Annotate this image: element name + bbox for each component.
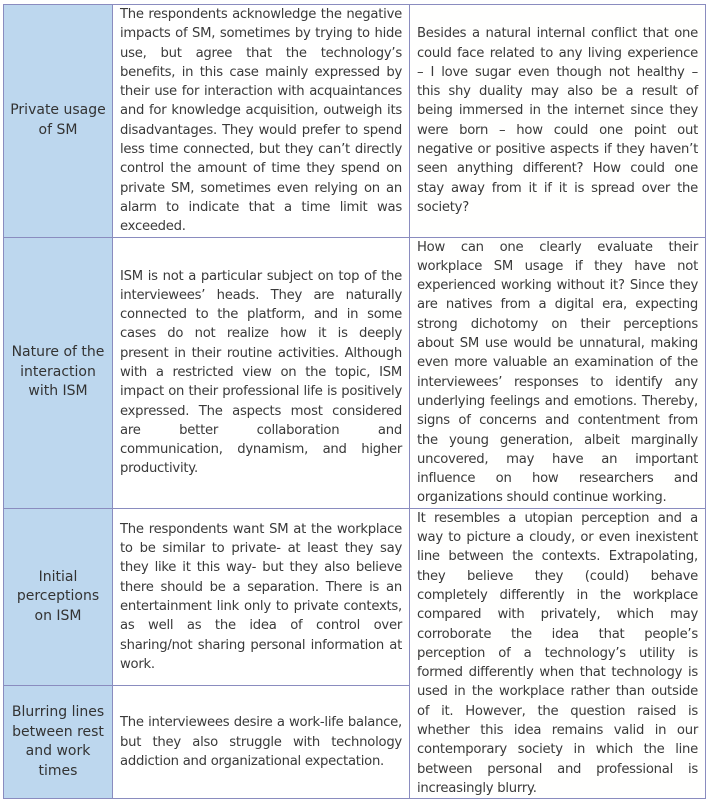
theme-cell: Private usage of SM [4,5,113,238]
reflection-cell: It resembles a utopian perception and a way to picture a cloudy, or even inexistent line between the contexts. Extrapolating, they believe they (could) behave completely differently in the workplace compared with privately, which may corroborate the idea that people’s perception of a technology’s utility is formed differently when that technology is used in the workplace rather than outside of it. However, the question raised is whether this idea remains valid in our contemporary society in which the line between personal and professional is increasingly blurry. [410,508,706,798]
description-cell: The interviewees desire a work-life balance, but they also struggle with technology addiction and organizational expectation. [113,686,410,799]
description-cell: ISM is not a particular subject on top of the interviewees’ heads. They are naturally connected to the platform, and in some cases do not realize how it is deeply present in their routine activities. Although with a restricted view on the topic, ISM impact on their professional life is positively expressed. The aspects most considered are better collaboration and communication, dynamism, and higher productivity. [113,237,410,508]
reflection-cell: Besides a natural internal conflict that one could face related to any living experience – I love sugar even though not healthy – this shy duality may also be a result of being immersed in the internet since they were born – how could one point out negative or positive aspects if they haven’t seen anything different? How could one stay away from it if it is spread over the society? [410,5,706,238]
description-cell: The respondents acknowledge the negative impacts of SM, sometimes by trying to hide use, but agree that the technology’s benefits, in this case mainly expressed by their use for interaction with acquaintances and for knowledge acquisition, outweigh its disadvantages. They would prefer to spend less time connected, but they can’t directly control the amount of time they spend on private SM, sometimes even relying on an alarm to indicate that a time limit was exceeded. [113,5,410,238]
table-row [4,237,706,508]
theme-cell: Blurring lines between rest and work times [4,686,113,799]
theme-cell: Nature of the interaction with ISM [4,237,113,508]
description-cell: The respondents want SM at the workplace to be similar to private- at least they say they like it this way- but they also believe there should be a separation. There is an entertainment link only to private contexts, as well as the idea of control over sharing/not sharing personal information at work. [113,508,410,685]
findings-table [3,4,706,799]
table-row [4,508,706,685]
theme-cell: Initial perceptions on ISM [4,508,113,685]
table-row [4,5,706,238]
reflection-cell: How can one clearly evaluate their workplace SM usage if they have not experienced working without it? Since they are natives from a digital era, expecting strong dichotomy on their perceptions about SM use would be unnatural, making even more valuable an examination of the interviewees’ responses to identify any underlying feelings and emotions. Thereby, signs of concerns and contentment from the young generation, albeit marginally uncovered, may have an important influence on how researchers and organizations should continue working. [410,237,706,508]
